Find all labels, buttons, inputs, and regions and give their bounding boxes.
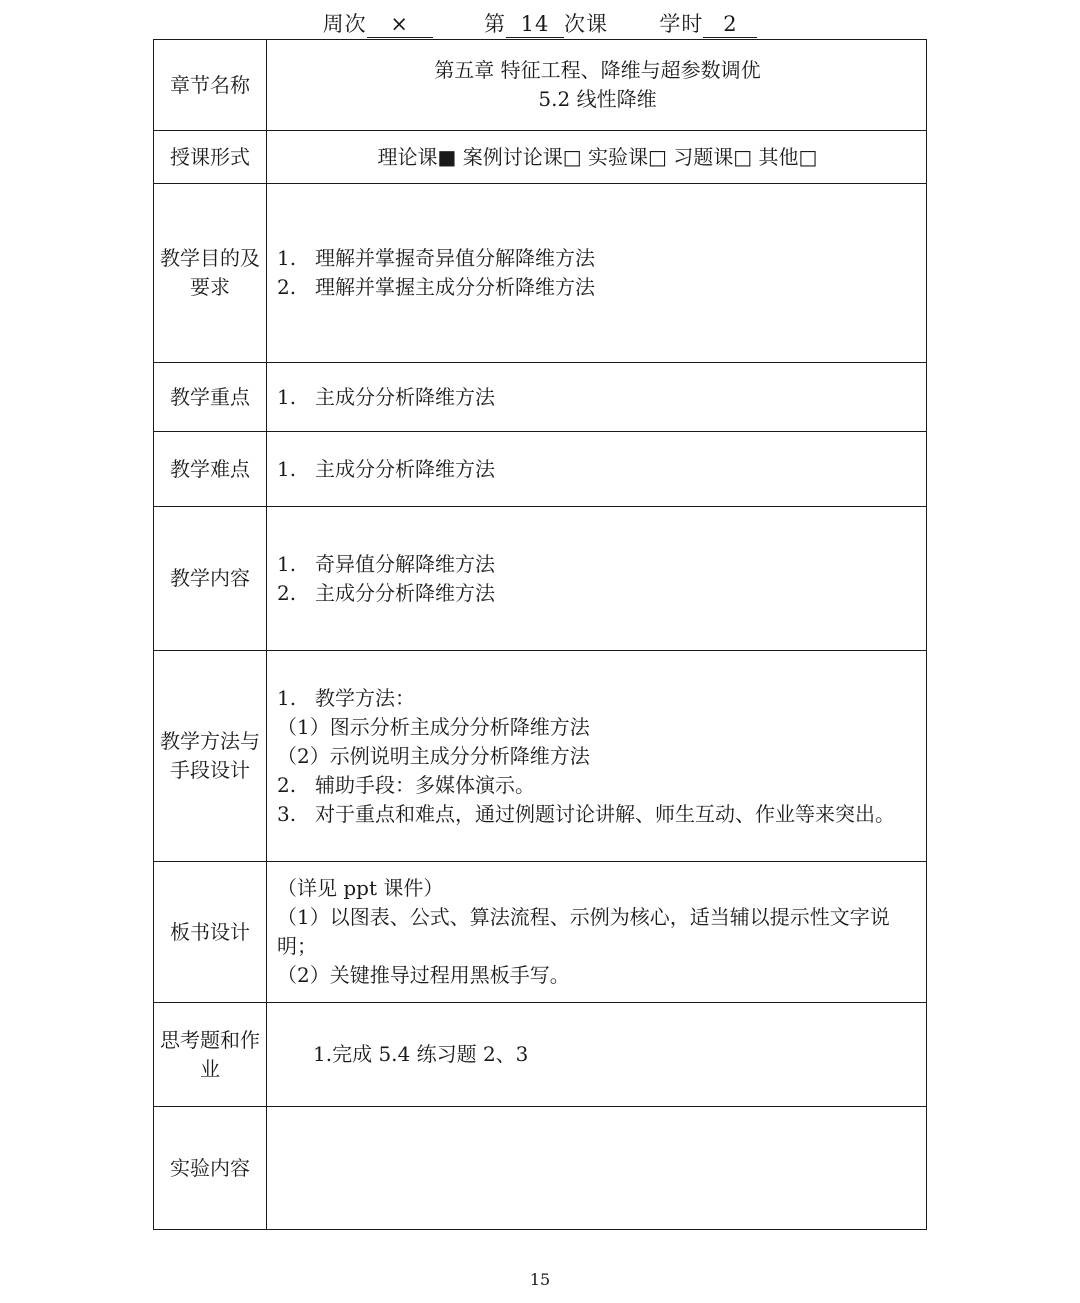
list-item: 2. 主成分分析降维方法 bbox=[277, 580, 495, 605]
week-value: × bbox=[367, 11, 433, 38]
lesson-value: 14 bbox=[506, 11, 564, 38]
board-line: （1）以图表、公式、算法流程、示例为核心，适当辅以提示性文字说明； bbox=[277, 905, 890, 958]
list-item: 2. 理解并掌握主成分分析降维方法 bbox=[277, 275, 595, 299]
page-number: 15 bbox=[529, 1270, 551, 1289]
row-label: 授课形式 bbox=[170, 144, 250, 169]
list-item: 1. 奇异值分解降维方法 bbox=[277, 551, 495, 576]
page-header bbox=[0, 8, 1080, 40]
lesson-prefix: 第 bbox=[484, 12, 506, 36]
list-item: 1. 主成分分析降维方法 bbox=[277, 384, 495, 409]
week-label: 周次 bbox=[322, 12, 367, 36]
teaching-format: 理论课■ 案例讨论课□ 实验课□ 习题课□ 其他□ bbox=[377, 144, 818, 169]
row-label: 教学方法与手段设计 bbox=[160, 729, 260, 782]
hours-value: 2 bbox=[703, 11, 757, 38]
chapter-cell bbox=[267, 40, 927, 131]
table-row bbox=[154, 1003, 927, 1107]
sub-item: （2）示例说明主成分分析降维方法 bbox=[277, 743, 590, 768]
row-label: 教学内容 bbox=[170, 566, 250, 590]
table-row bbox=[154, 184, 927, 363]
board-line: （2）关键推导过程用黑板手写。 bbox=[277, 963, 570, 987]
table-row bbox=[154, 131, 927, 184]
hours-label: 学时 bbox=[659, 12, 704, 36]
table-row bbox=[154, 862, 927, 1003]
row-label: 思考题和作业 bbox=[160, 1027, 260, 1081]
table-row bbox=[154, 507, 927, 651]
list-item: 1. 理解并掌握奇异值分解降维方法 bbox=[277, 246, 595, 270]
sub-item: （1）图示分析主成分分析降维方法 bbox=[277, 714, 590, 739]
lesson-suffix: 次课 bbox=[564, 12, 608, 36]
table-row bbox=[154, 651, 927, 862]
table-row bbox=[154, 363, 927, 432]
board-line: （详见 ppt 课件） bbox=[277, 876, 444, 900]
homework-text: 1.完成 5.4 练习题 2、3 bbox=[313, 1042, 529, 1066]
table-row bbox=[154, 432, 927, 507]
row-label: 教学重点 bbox=[170, 384, 250, 409]
chapter-title: 第五章 特征工程、降维与超参数调优 bbox=[434, 58, 761, 82]
row-label: 章节名称 bbox=[170, 72, 250, 97]
list-item: 2. 辅助手段：多媒体演示。 bbox=[277, 772, 535, 797]
table-row bbox=[154, 1107, 927, 1230]
row-label: 教学难点 bbox=[170, 456, 250, 481]
table-row bbox=[154, 40, 927, 131]
list-item: 1. 主成分分析降维方法 bbox=[277, 456, 495, 481]
row-label: 教学目的及要求 bbox=[160, 246, 260, 299]
list-item: 1. 教学方法： bbox=[277, 685, 415, 710]
row-label: 板书设计 bbox=[170, 919, 250, 944]
row-label: 实验内容 bbox=[170, 1155, 250, 1180]
list-item: 3. 对于重点和难点，通过例题讨论讲解、师生互动、作业等来突出。 bbox=[277, 801, 895, 826]
section-title: 5.2 线性降维 bbox=[538, 87, 657, 111]
lesson-plan-table bbox=[153, 39, 927, 1230]
